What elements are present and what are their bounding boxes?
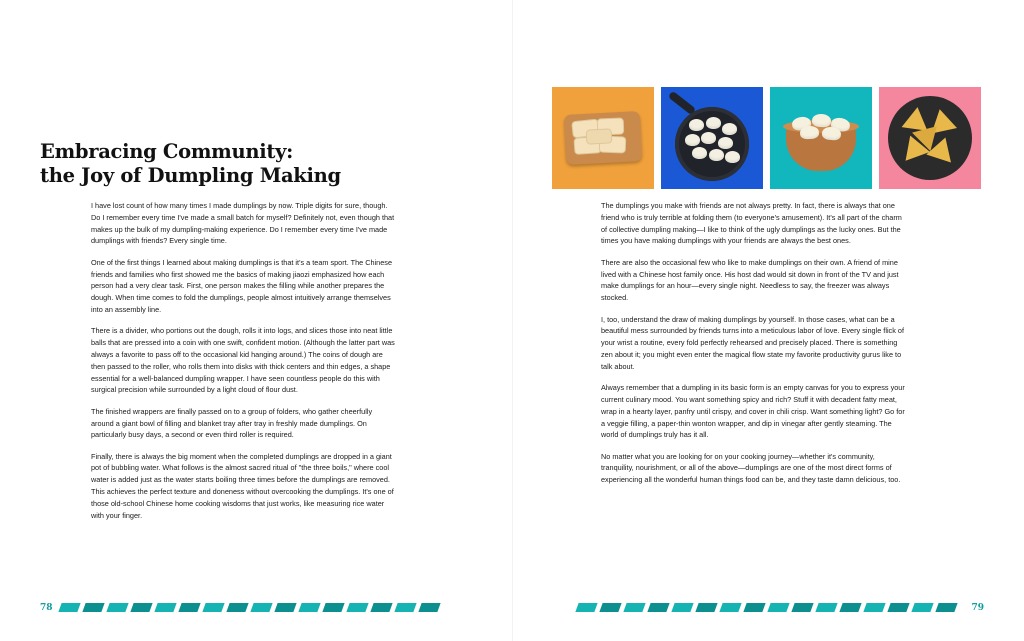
dash — [58, 603, 80, 612]
dumpling — [722, 123, 737, 135]
photo-rolled-dumplings-on-wooden-board — [552, 87, 654, 189]
left-page-footer — [40, 602, 470, 613]
dash — [106, 603, 128, 612]
dash — [82, 603, 104, 612]
left-body-column — [91, 200, 395, 522]
dash — [346, 603, 368, 612]
dash — [370, 603, 392, 612]
photo-strip — [552, 87, 981, 189]
dumpling — [685, 134, 700, 146]
dumpling — [725, 151, 740, 163]
paragraph: Always remember that a dumpling in its basic form is an empty canvas for you to express your current culinary mood. You want something spicy and rich? Stuff it with decadent fatty meat, wrap in a hearty layer, panfry until crispy, and cover in chili crisp. Want something light? Go for a veggie filling, a paper-thin wonton wrapper, and dip in vinegar after gently steaming. The world of dumplings truly has it all. — [601, 383, 905, 440]
dash — [839, 603, 861, 612]
paragraph: I have lost count of how many times I made dumplings by now. Triple digits for sure, though. Do I remember every time I've made a small batch for myself? Definitely not, even though that makes up the bulk of my dumpling-making experience. Do I remember every time I've made dumplings with friends? Every single time. — [91, 201, 395, 246]
paragraph: The finished wrappers are finally passed on to a group of folders, who gather cheerfully around a giant bowl of filling and blanket tray after tray in freshly made dumplings. On particularly busy days, a second or even third roller is required. — [91, 406, 373, 440]
dash — [911, 603, 933, 612]
jiaozi — [812, 114, 832, 128]
dumpling — [701, 132, 716, 144]
dash — [599, 603, 621, 612]
dash — [623, 603, 645, 612]
paragraph: The dumplings you make with friends are not always pretty. In fact, there is always that one friend who is truly terrible at folding them (to everyone's amusement). It's all part of the charm of collective dumpling making—I like to think of the ugly dumplings as the lucky ones. But the times you have making dumplings with your friends are always the best ones. — [601, 201, 902, 246]
dash — [935, 603, 957, 612]
page-title-line-1: Embracing Community: — [40, 140, 294, 163]
rolled-dumpling — [586, 128, 613, 144]
dash — [671, 603, 693, 612]
dash — [575, 603, 597, 612]
dumpling — [692, 147, 707, 159]
dash — [887, 603, 909, 612]
dash — [767, 603, 789, 612]
paragraph: I, too, understand the draw of making dumplings by yourself. In those cases, what can be a beautiful mess surrounded by friends turns into a meticulous labor of love. Every single flick of your wrist a routine, every fold perfectly rehearsed and precisely placed. There is something zen about it; you might even enter the magical flow state my favorite productivity gurus like to talk about. — [601, 314, 904, 371]
dash — [274, 603, 296, 612]
dash — [719, 603, 741, 612]
dumpling — [706, 117, 721, 129]
dash — [695, 603, 717, 612]
dash — [863, 603, 885, 612]
dash — [130, 603, 152, 612]
dash — [298, 603, 320, 612]
dumpling — [718, 137, 733, 149]
dash — [154, 603, 176, 612]
page-gutter — [512, 0, 513, 641]
page-title — [40, 140, 370, 188]
paragraph: No matter what you are looking for on your cooking journey—whether it's community, tranquility, nourishment, or all of the above—dumplings are one of the most direct forms of experiencing all the wonderful human things food can be, and they taste damn delicious, too. — [601, 451, 901, 485]
dash — [647, 603, 669, 612]
paragraph: There are also the occasional few who like to make dumplings on their own. A friend of mine lived with a Chinese host family once. His host dad would sit down in front of the TV and just make dumplings for an hour—every single night. Needless to say, the freezer was always stocked. — [601, 257, 899, 303]
dumpling — [709, 149, 724, 161]
dash — [250, 603, 272, 612]
dash — [202, 603, 224, 612]
dash — [743, 603, 765, 612]
page-number-left: 78 — [40, 602, 53, 613]
dash — [791, 603, 813, 612]
photo-fried-triangle-dumplings-on-plate — [879, 87, 981, 189]
right-page-footer — [552, 602, 984, 613]
paragraph: Finally, there is always the big moment when the completed dumplings are dropped in a giant pot of bubbling water. What follows is the almost sacred ritual of "the three boils," where cool water is added just as the water starts boiling three times before the dumplings are removed. This achieves the perfect texture and doneness without overcooking the dumplings. It's one of those old-school Chinese home cooking wisdoms that just works, like measuring rice water with your finger. — [91, 451, 394, 520]
dash — [322, 603, 344, 612]
footer-dash-rule-left — [60, 603, 439, 612]
paragraph: There is a divider, who portions out the dough, rolls it into logs, and slices those into neat little balls that are pressed into a coin with one swift, confident motion. (Although the latter part was always a favorite to pass off to the occasional kid hanging around.) The coins of dough are then passed to the roller, who rolls them into disks with thick centers and thin edges, a shape essential for a well-balanced dumpling wrapper. I have seen countless people do this with surgical precision while surrounded by a light cloud of flour dust. — [91, 326, 395, 395]
dash — [394, 603, 416, 612]
paragraph: One of the first things I learned about making dumplings is that it's a team sport. The Chinese friends and families who first showed me the basics of making jiaozi emphasized how each person had a very clear task. First, one person makes the filling while another prepares the dough. When time comes to fold the dumplings, people almost intuitively arrange themselves into an assembly line. — [91, 257, 392, 314]
dash — [418, 603, 440, 612]
page-title-line-2: the Joy of Dumpling Making — [40, 163, 341, 187]
dash — [178, 603, 200, 612]
photo-cast-iron-skillet-of-dumplings — [661, 87, 763, 189]
footer-dash-rule-right — [577, 603, 956, 612]
page-number-right: 79 — [971, 602, 984, 613]
dumpling — [689, 119, 704, 131]
dash — [226, 603, 248, 612]
right-body-column — [601, 200, 905, 486]
photo-ceramic-bowl-of-jiaozi — [770, 87, 872, 189]
dash — [815, 603, 837, 612]
